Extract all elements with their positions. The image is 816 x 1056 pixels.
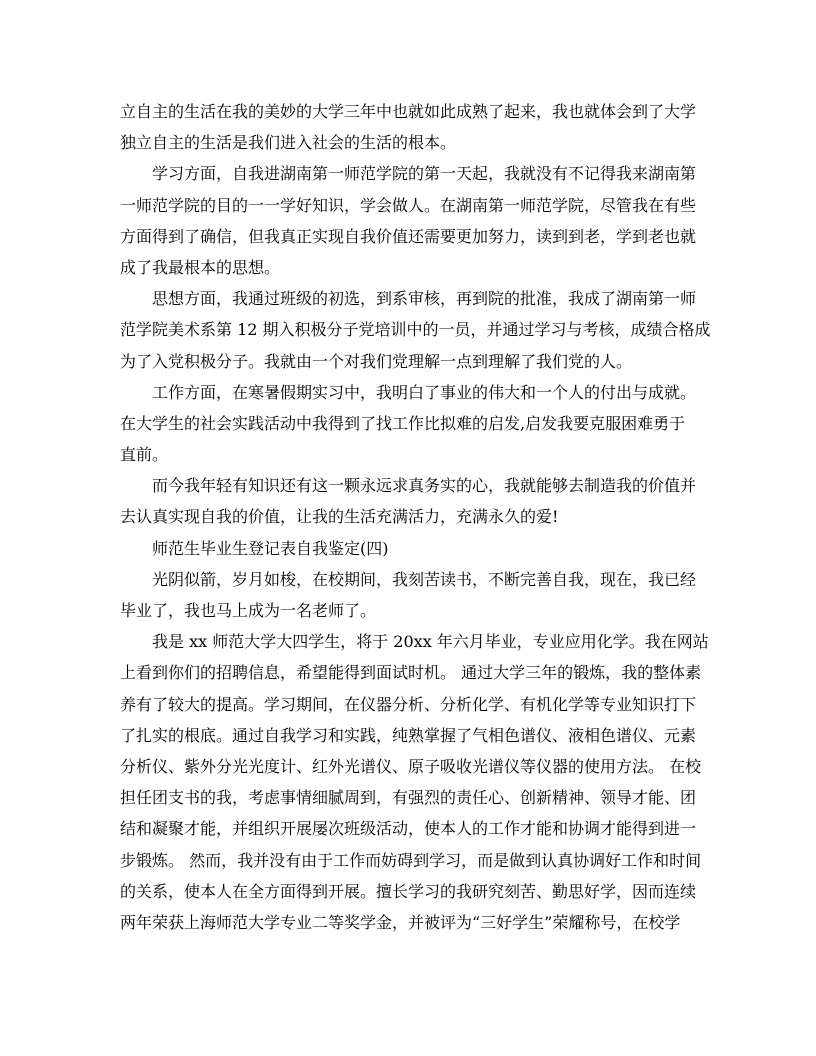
- text-line: 为了入党积极分子。我就由一个对我们党理解一点到理解了我们党的人。: [120, 351, 633, 371]
- text-line: 两年荣获上海师范大学专业二等奖学金，并被评为“三好学生”荣耀称号，在校学: [120, 912, 681, 932]
- text-line: 直前。: [120, 445, 169, 465]
- text-line: 步锻炼。 然而，我并没有由于工作而妨碍到学习，而是做到认真协调好工作和时间: [120, 850, 702, 870]
- paragraph-start-line: 我是 xx 师范大学大四学生，将于 20xx 年六月毕业，专业应用化学。我在网站: [152, 632, 709, 652]
- text-line: 方面得到了确信，但我真正实现自我价值还需要更加努力，读到到老，学到老也就: [120, 226, 697, 246]
- text-line: 独立自主的生活是我们进入社会的生活的根本。: [120, 133, 457, 153]
- text-line: 的关系，使本人在全方面得到开展。擅长学习的我研究刻苦、勤思好学，因而连续: [120, 881, 697, 901]
- text-line: 毕业了，我也马上成为一名老师了。: [120, 601, 377, 620]
- document-page: [120, 96, 711, 938]
- text-line: 范学院美术系第 12 期入积极分子党培训中的一员，并通过学习与考核，成绩合格成: [120, 320, 711, 340]
- text-line: 成了我最根本的思想。: [120, 257, 281, 277]
- section-heading: 师范生毕业生登记表自我鉴定(四): [152, 538, 389, 558]
- text-line: 分析仪、紫外分光光度计、红外光谱仪、原子吸收光谱仪等仪器的使用方法。 在校: [120, 756, 702, 776]
- text-line: 立自主的生活在我的美妙的大学三年中也就如此成熟了起来，我也就体会到了大学: [120, 102, 697, 121]
- paragraph-start-line: 工作方面，在寒暑假期实习中，我明白了事业的伟大和一个人的付出与成就。: [152, 382, 697, 402]
- text-line: 上看到你们的招聘信息，希望能得到面试时机。 通过大学三年的锻炼，我的整体素: [120, 663, 702, 683]
- text-line: 担任团支书的我，考虑事情细腻周到，有强烈的责任心、创新精神、领导才能、团: [120, 788, 697, 808]
- paragraph-start-line: 学习方面，自我进湖南第一师范学院的第一天起，我就没有不记得我来湖南第: [152, 164, 697, 184]
- text-line: 养有了较大的提高。学习期间，在仪器分析、分析化学、有机化学等专业知识打下: [120, 694, 697, 714]
- paragraph-start-line: 光阴似箭，岁月如梭，在校期间，我刻苦读书，不断完善自我，现在，我已经: [152, 569, 697, 589]
- text-line: 了扎实的根底。通过自我学习和实践，纯熟掌握了气相色谱仪、液相色谱仪、元素: [120, 725, 697, 745]
- text-line: 去认真实现自我的价值，让我的生活充满活力，充满永久的爱!: [120, 507, 559, 527]
- paragraph-start-line: 而今我年轻有知识还有这一颗永远求真务实的心，我就能够去制造我的价值并: [152, 476, 697, 496]
- text-line: 一师范学院的目的一一学好知识，学会做人。在湖南第一师范学院，尽管我在有些: [120, 195, 697, 215]
- text-line: 在大学生的社会实践活动中我得到了找工作比拟难的启发,启发我要克服困难勇于: [120, 413, 686, 433]
- text-line: 结和凝聚才能，并组织开展屡次班级活动，使本人的工作才能和协调才能得到进一: [120, 819, 697, 839]
- paragraph-start-line: 思想方面，我通过班级的初选，到系审核，再到院的批准，我成了湖南第一师: [152, 289, 697, 309]
